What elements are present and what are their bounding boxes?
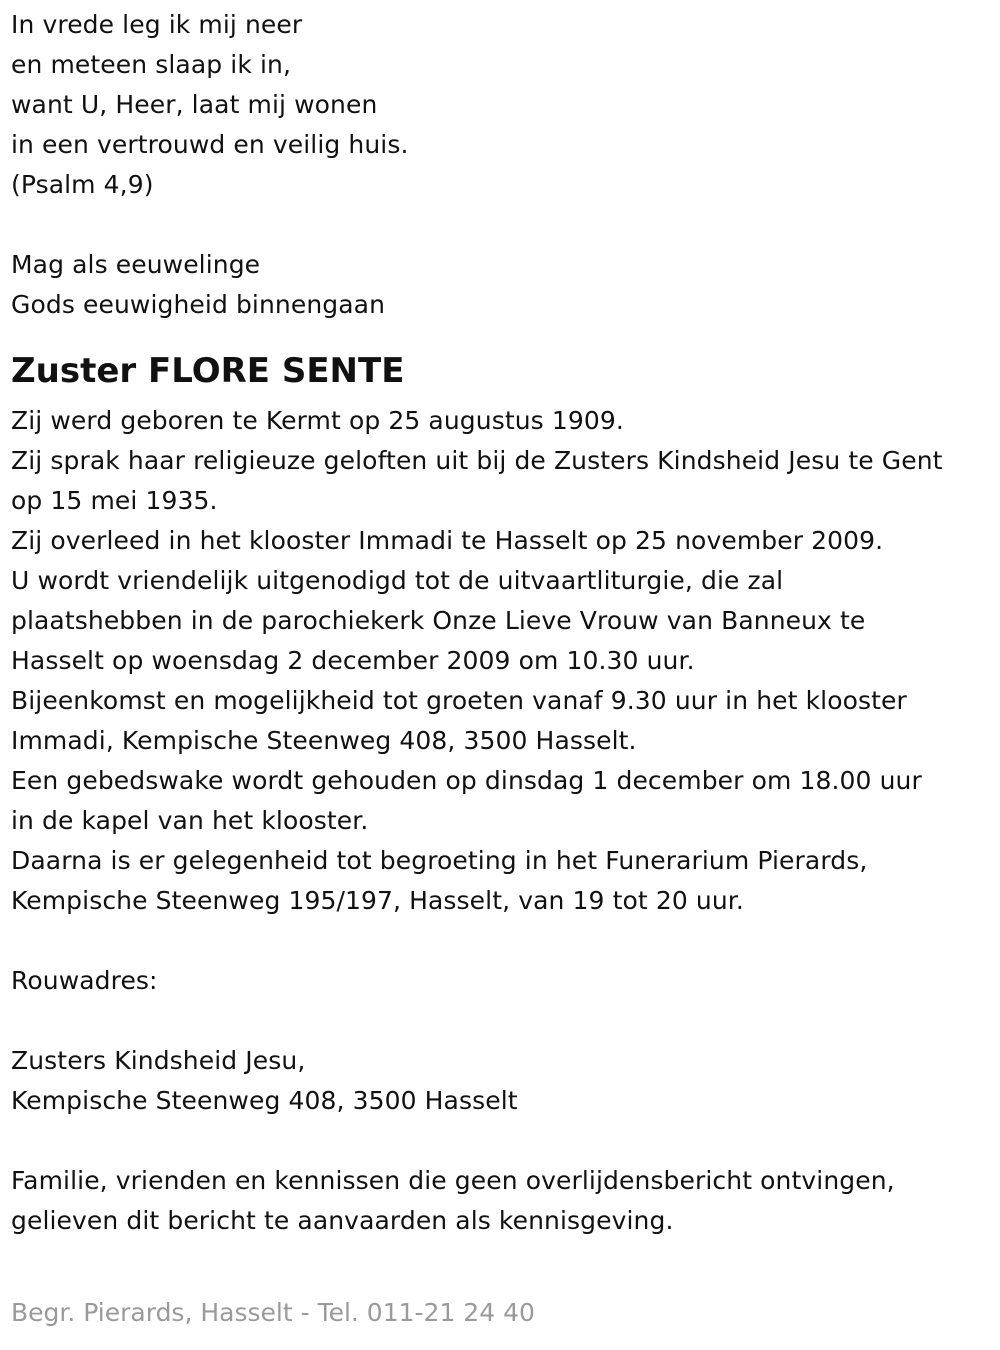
notification-line: Familie, vrienden en kennissen die geen overlijdensbericht ontvingen,: [11, 1166, 895, 1195]
body-line: Bijeenkomst en mogelijkheid tot groeten vanaf 9.30 uur in het klooster: [11, 686, 907, 715]
body-line: Immadi, Kempische Steenweg 408, 3500 Hasselt.: [11, 726, 637, 755]
address-line: Kempische Steenweg 408, 3500 Hasselt: [11, 1086, 518, 1115]
mourning-address: [11, 1041, 996, 1121]
deceased-name: Zuster FLORE SENTE: [11, 351, 405, 391]
body-line: Hasselt op woensdag 2 december 2009 om 10.30 uur.: [11, 646, 695, 675]
body-line: Kempische Steenweg 195/197, Hasselt, van 19 tot 20 uur.: [11, 886, 744, 915]
spacer: [11, 921, 996, 961]
mourning-address-label: Rouwadres:: [11, 966, 158, 995]
wish-text: [11, 245, 996, 325]
funeral-home-footer: Begr. Pierards, Hasselt - Tel. 011-21 24 40: [11, 1298, 535, 1327]
psalm-line: in een vertrouwd en veilig huis.: [11, 130, 409, 159]
body-line: U wordt vriendelijk uitgenodigd tot de uitvaartliturgie, die zal: [11, 566, 784, 595]
body-line: plaatshebben in de parochiekerk Onze Lieve Vrouw van Banneux te: [11, 606, 866, 635]
spacer: [11, 205, 996, 245]
body-line: in de kapel van het klooster.: [11, 806, 369, 835]
wish-line: Gods eeuwigheid binnengaan: [11, 290, 386, 319]
psalm-line: want U, Heer, laat mij wonen: [11, 90, 378, 119]
spacer: [11, 1001, 996, 1041]
body-line: Zij werd geboren te Kermt op 25 augustus 1909.: [11, 406, 624, 435]
notification-line: gelieven dit bericht te aanvaarden als kennisgeving.: [11, 1206, 674, 1235]
body-line: Een gebedswake wordt gehouden op dinsdag 1 december om 18.00 uur: [11, 766, 922, 795]
wish-line: Mag als eeuwelinge: [11, 250, 261, 279]
body-line: Daarna is er gelegenheid tot begroeting in het Funerarium Pierards,: [11, 846, 868, 875]
psalm-line: en meteen slaap ik in,: [11, 50, 291, 79]
notice-body: [11, 401, 996, 921]
body-line: op 15 mei 1935.: [11, 486, 218, 515]
body-line: Zij sprak haar religieuze geloften uit bij de Zusters Kindsheid Jesu te Gent: [11, 446, 943, 475]
psalm-quote: [11, 5, 996, 205]
address-line: Zusters Kindsheid Jesu,: [11, 1046, 306, 1075]
body-line: Zij overleed in het klooster Immadi te Hasselt op 25 november 2009.: [11, 526, 884, 555]
death-notice: [11, 5, 996, 1241]
spacer: [11, 1121, 996, 1161]
notification-text: [11, 1161, 996, 1241]
psalm-line: In vrede leg ik mij neer: [11, 10, 303, 39]
psalm-reference: (Psalm 4,9): [11, 170, 154, 199]
